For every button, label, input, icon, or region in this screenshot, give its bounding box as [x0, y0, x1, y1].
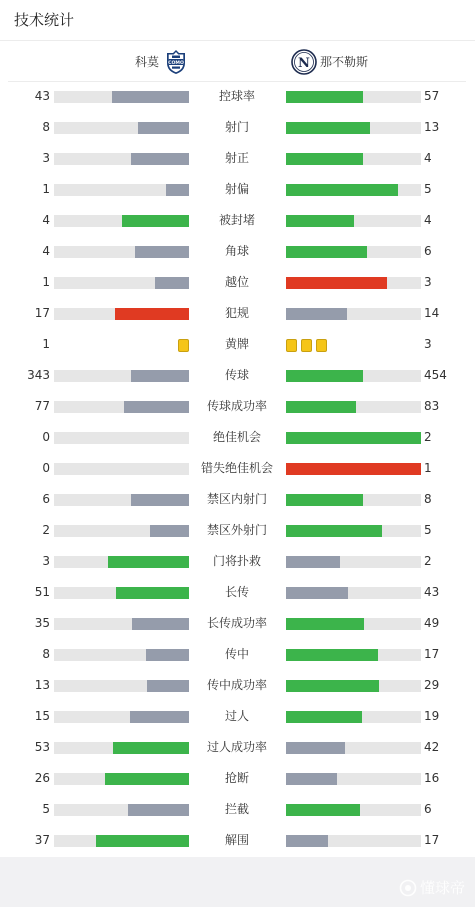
stat-row — [0, 174, 475, 205]
away-value: 1 — [424, 461, 432, 475]
stat-label: 射门 — [224, 120, 249, 134]
home-value: 3 — [42, 554, 50, 568]
home-bar-fill — [138, 122, 189, 134]
home-bar-track — [54, 215, 189, 227]
home-bar-track — [54, 556, 189, 568]
stat-label: 过人 — [224, 709, 249, 723]
away-bar-track — [286, 494, 421, 506]
dongqiudi-logo-icon — [399, 879, 417, 897]
away-team[interactable] — [291, 42, 368, 82]
away-bar-fill — [286, 835, 328, 847]
watermark-text: 懂球帝 — [419, 879, 465, 897]
home-bar-fill — [124, 401, 189, 413]
stat-row — [0, 453, 475, 484]
yellow-card-icon — [301, 339, 312, 352]
napoli-crest-icon — [291, 49, 317, 75]
home-bar-track — [54, 153, 189, 165]
home-bar-fill — [132, 618, 189, 630]
home-bar-fill — [135, 246, 189, 258]
stat-label: 控球率 — [218, 89, 255, 103]
away-bar-track — [286, 587, 421, 599]
home-value: 37 — [34, 833, 50, 847]
away-bar-track — [286, 122, 421, 134]
stat-row — [0, 422, 475, 453]
home-bar-fill — [116, 587, 189, 599]
home-bar-fill — [115, 308, 189, 320]
away-bar-track — [286, 804, 421, 816]
stat-label: 拦截 — [224, 802, 249, 816]
away-bar-fill — [286, 370, 363, 382]
home-bar-fill — [113, 742, 189, 754]
home-value: 4 — [42, 244, 50, 258]
napoli-crest-label: N — [298, 55, 310, 71]
away-bar-track — [286, 463, 421, 475]
away-bar-track — [286, 556, 421, 568]
yellow-card-icon — [178, 339, 189, 352]
away-bar-fill — [286, 618, 364, 630]
home-value: 5 — [42, 802, 50, 816]
away-bar-fill — [286, 153, 363, 165]
stat-label: 禁区内射门 — [206, 492, 267, 506]
page-title: 技术统计 — [14, 11, 75, 29]
away-value: 3 — [424, 275, 432, 289]
away-bar-track — [286, 246, 421, 258]
away-bar-track — [286, 835, 421, 847]
stat-label: 传中成功率 — [206, 678, 267, 692]
home-value: 26 — [34, 771, 50, 785]
away-bar-fill — [286, 184, 398, 196]
away-value: 2 — [424, 554, 432, 568]
stat-row — [0, 763, 475, 794]
stat-label: 射正 — [224, 151, 249, 165]
yellow-card-icon — [316, 339, 327, 352]
home-bar-track — [54, 587, 189, 599]
home-value: 0 — [42, 461, 50, 475]
away-bar-fill — [286, 587, 348, 599]
away-bar-fill — [286, 649, 378, 661]
home-bar-track — [54, 804, 189, 816]
away-value: 5 — [424, 182, 432, 196]
home-bar-track — [54, 494, 189, 506]
stat-row — [0, 298, 475, 329]
away-value: 49 — [424, 616, 440, 630]
home-bar-fill — [131, 153, 189, 165]
away-value: 6 — [424, 244, 432, 258]
header-bar — [0, 0, 475, 41]
como-crest-icon — [163, 49, 189, 75]
stat-row — [0, 112, 475, 143]
teams-header — [8, 42, 466, 82]
away-value: 13 — [424, 120, 440, 134]
stat-row — [0, 391, 475, 422]
home-bar-track — [54, 711, 189, 723]
stats-list — [0, 81, 475, 856]
away-bar-track — [286, 277, 421, 289]
stat-label: 角球 — [224, 244, 249, 258]
away-value: 19 — [424, 709, 440, 723]
away-bar-fill — [286, 91, 363, 103]
away-bar-fill — [286, 804, 360, 816]
away-value: 43 — [424, 585, 440, 599]
away-team-name: 那不勒斯 — [320, 55, 369, 69]
away-bar-fill — [286, 463, 421, 475]
stat-label: 错失绝佳机会 — [200, 461, 273, 475]
home-bar-track — [54, 184, 189, 196]
home-bar-fill — [147, 680, 189, 692]
home-value: 53 — [34, 740, 50, 754]
away-bar-track — [286, 153, 421, 165]
home-yellow-cards — [178, 339, 189, 352]
away-bar-fill — [286, 277, 387, 289]
stat-label: 传中 — [224, 647, 249, 661]
stat-row — [0, 794, 475, 825]
home-bar-fill — [122, 215, 190, 227]
home-bar-track — [54, 277, 189, 289]
home-bar-track — [54, 401, 189, 413]
away-bar-track — [286, 773, 421, 785]
away-bar-track — [286, 680, 421, 692]
away-value: 454 — [424, 368, 447, 382]
away-value: 2 — [424, 430, 432, 444]
stat-row — [0, 577, 475, 608]
away-bar-track — [286, 401, 421, 413]
away-value: 3 — [424, 337, 432, 351]
stat-label: 被封堵 — [218, 213, 255, 227]
away-bar-fill — [286, 215, 354, 227]
home-value: 8 — [42, 647, 50, 661]
home-value: 8 — [42, 120, 50, 134]
stat-row — [0, 515, 475, 546]
stat-label: 传球 — [224, 368, 249, 382]
home-bar-track — [54, 835, 189, 847]
home-bar-track — [54, 742, 189, 754]
home-bar-fill — [96, 835, 189, 847]
stat-label: 解围 — [224, 833, 249, 847]
away-bar-fill — [286, 773, 337, 785]
away-value: 8 — [424, 492, 432, 506]
stat-label: 门将扑救 — [212, 554, 261, 568]
away-bar-fill — [286, 246, 367, 258]
home-bar-track — [54, 618, 189, 630]
home-value: 15 — [34, 709, 50, 723]
home-bar-fill — [108, 556, 189, 568]
away-bar-track — [286, 711, 421, 723]
stat-label: 抢断 — [224, 771, 249, 785]
stat-label: 射偏 — [224, 182, 249, 196]
away-bar-fill — [286, 494, 363, 506]
stat-row — [0, 608, 475, 639]
home-bar-track — [54, 91, 189, 103]
stat-row — [0, 825, 475, 856]
away-bar-track — [286, 618, 421, 630]
away-bar-fill — [286, 711, 362, 723]
away-bar-fill — [286, 122, 370, 134]
home-value: 2 — [42, 523, 50, 537]
home-bar-fill — [166, 184, 189, 196]
stat-label: 长传 — [224, 585, 249, 599]
home-value: 3 — [42, 151, 50, 165]
away-bar-track — [286, 308, 421, 320]
away-bar-fill — [286, 308, 347, 320]
away-bar-track — [286, 91, 421, 103]
home-bar-track — [54, 649, 189, 661]
away-bar-track — [286, 525, 421, 537]
watermark — [399, 877, 465, 898]
away-bar-fill — [286, 742, 345, 754]
home-bar-fill — [146, 649, 189, 661]
home-bar-fill — [128, 804, 189, 816]
home-bar-track — [54, 370, 189, 382]
home-team[interactable] — [135, 42, 189, 82]
home-bar-fill — [150, 525, 189, 537]
home-team-name: 科莫 — [134, 55, 159, 69]
stat-label: 黄牌 — [224, 337, 249, 351]
home-bar-fill — [112, 91, 189, 103]
away-value: 4 — [424, 213, 432, 227]
away-value: 14 — [424, 306, 440, 320]
stat-label: 犯规 — [224, 306, 249, 320]
stat-row — [0, 329, 475, 360]
stat-label: 禁区外射门 — [206, 523, 267, 537]
home-bar-track — [54, 308, 189, 320]
away-yellow-cards — [286, 339, 327, 352]
home-bar-track — [54, 463, 189, 475]
away-bar-track — [286, 370, 421, 382]
stat-row — [0, 639, 475, 670]
home-value: 1 — [42, 182, 50, 196]
away-value: 17 — [424, 833, 440, 847]
home-value: 17 — [34, 306, 50, 320]
stat-label: 长传成功率 — [206, 616, 267, 630]
home-value: 6 — [42, 492, 50, 506]
home-bar-track — [54, 432, 189, 444]
home-bar-fill — [131, 494, 189, 506]
stat-row — [0, 360, 475, 391]
stat-row — [0, 701, 475, 732]
stat-row — [0, 81, 475, 112]
home-bar-track — [54, 773, 189, 785]
away-value: 6 — [424, 802, 432, 816]
home-bar-track — [54, 525, 189, 537]
home-bar-fill — [155, 277, 189, 289]
stat-row — [0, 484, 475, 515]
away-bar-fill — [286, 556, 340, 568]
home-value: 1 — [42, 275, 50, 289]
stat-row — [0, 205, 475, 236]
away-bar-fill — [286, 432, 421, 444]
stat-label: 过人成功率 — [206, 740, 267, 754]
away-bar-track — [286, 215, 421, 227]
stat-row — [0, 670, 475, 701]
home-value: 343 — [27, 368, 50, 382]
away-value: 83 — [424, 399, 440, 413]
stat-label: 绝佳机会 — [212, 430, 261, 444]
away-bar-fill — [286, 525, 382, 537]
stat-row — [0, 236, 475, 267]
home-value: 35 — [34, 616, 50, 630]
away-value: 42 — [424, 740, 440, 754]
away-bar-track — [286, 649, 421, 661]
away-bar-fill — [286, 680, 379, 692]
footer — [0, 857, 475, 907]
home-value: 1 — [42, 337, 50, 351]
away-value: 17 — [424, 647, 440, 661]
home-value: 0 — [42, 430, 50, 444]
away-bar-track — [286, 184, 421, 196]
away-bar-track — [286, 432, 421, 444]
home-value: 51 — [34, 585, 50, 599]
away-bar-track — [286, 742, 421, 754]
home-value: 4 — [42, 213, 50, 227]
away-value: 57 — [424, 89, 440, 103]
stat-row — [0, 267, 475, 298]
home-bar-track — [54, 680, 189, 692]
stat-label: 越位 — [224, 275, 249, 289]
home-bar-track — [54, 122, 189, 134]
home-value: 43 — [34, 89, 50, 103]
away-value: 29 — [424, 678, 440, 692]
como-crest-label: COMO — [168, 60, 184, 66]
home-value: 77 — [34, 399, 50, 413]
stat-row — [0, 546, 475, 577]
away-bar-fill — [286, 401, 356, 413]
home-bar-fill — [130, 711, 189, 723]
yellow-card-icon — [286, 339, 297, 352]
away-value: 4 — [424, 151, 432, 165]
stat-row — [0, 732, 475, 763]
home-bar-fill — [131, 370, 189, 382]
stat-row — [0, 143, 475, 174]
away-value: 5 — [424, 523, 432, 537]
home-value: 13 — [34, 678, 50, 692]
away-value: 16 — [424, 771, 440, 785]
home-bar-track — [54, 246, 189, 258]
home-bar-fill — [105, 773, 189, 785]
stat-label: 传球成功率 — [206, 399, 267, 413]
